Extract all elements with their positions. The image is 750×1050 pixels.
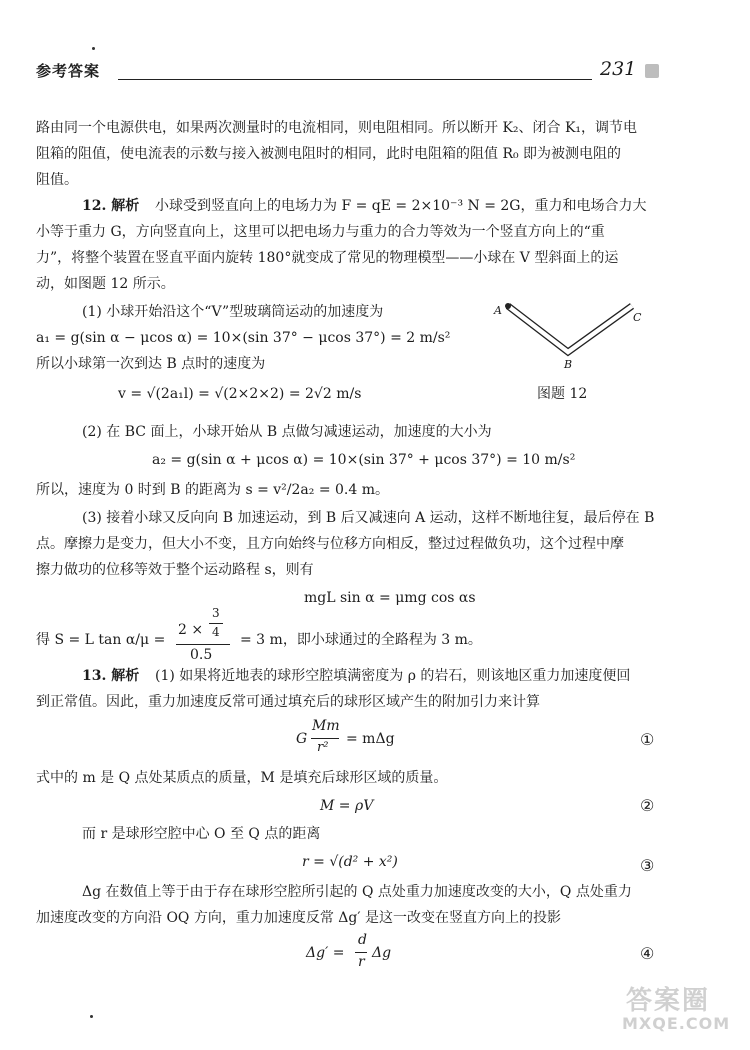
fraction-bar	[176, 644, 230, 645]
equation-mass: M = ρV	[320, 798, 374, 814]
page-speck	[92, 47, 95, 50]
text-line: 力”，将整个装置在竖直平面内旋转 180°就变成了常见的物理模型——小球在 V 型斜面上的运	[36, 250, 619, 266]
text-line: 阻箱的阻值，使电流表的示数与接入被测电阻时的相同，此时电阻箱的阻值 R₀ 即为被测电阻的	[36, 146, 622, 162]
text-line: (3) 接着小球又反向向 B 加速运动，到 B 后又减速向 A 运动，这样不断地往复，最后停在 B	[82, 510, 655, 526]
text-line: 加速度改变的方向沿 OQ 方向，重力加速度反常 Δg′ 是这一改变在竖直方向上的投影	[36, 910, 562, 926]
text-line: (2) 在 BC 面上，小球开始从 B 点做匀减速运动，加速度的大小为	[82, 424, 492, 440]
eq-denominator: r²	[317, 740, 329, 755]
fraction-denominator: 0.5	[190, 647, 213, 663]
text-line: 式中的 m 是 Q 点处某质点的质量，M 是填充后球形区域的质量。	[36, 770, 448, 786]
fraction-s	[176, 606, 236, 663]
equation-tag-4: ④	[640, 944, 655, 963]
eq-bar	[311, 738, 339, 739]
equation-a1: a₁ = g(sin α − μcos α) = 10×(sin 37° − μcos 37°) = 2 m/s²	[36, 330, 451, 346]
equation-a2: a₂ = g(sin α + μcos α) = 10×(sin 37° + μcos 37°) = 10 m/s²	[152, 452, 576, 468]
equation-friction: mgL sin α = μmg cos αs	[304, 590, 476, 606]
question-13-label: 13. 解析	[82, 668, 140, 684]
equation-tag-1: ①	[640, 730, 655, 749]
text-line: 所以小球第一次到达 B 点时的速度为	[36, 356, 266, 372]
page-corner-mark	[645, 64, 659, 78]
watermark-url: MXQE.COM	[622, 1014, 731, 1033]
text-line: 到正常值。因此，重力加速度反常可通过填充后的球形区域产生的附加引力来计算	[36, 694, 540, 710]
text-line: 动，如图题 12 所示。	[36, 276, 175, 292]
text-line: = 3 m，即小球通过的全路程为 3 m。	[240, 632, 482, 648]
eq-right: = mΔg	[346, 731, 395, 747]
figure-label-a: A	[494, 304, 502, 317]
eq-g: G	[296, 731, 308, 747]
question-12-label: 12. 解析	[82, 198, 140, 214]
eq8-bar	[355, 952, 367, 953]
text-line: 所以，速度为 0 时到 B 的距离为 s = v²/2a₂ = 0.4 m。	[36, 482, 389, 498]
equation-gravity	[296, 718, 436, 762]
figure-label-b: B	[564, 358, 573, 371]
text-line: 点。摩擦力是变力，但大小不变，且方向始终与位移方向相反，整过过程做负功，这个过程中摩	[36, 536, 624, 552]
text-line: 而 r 是球形空腔中心 O 至 Q 点的距离	[82, 826, 321, 842]
text-line: 小等于重力 G，方向竖直向上，这里可以把电场力与重力的合力等效为一个竖直方向上的“重	[36, 224, 605, 240]
equation-tag-3: ③	[640, 856, 655, 875]
equation-v: v = √(2a₁l) = √(2×2×2) = 2√2 m/s	[118, 386, 362, 402]
fraction-inner-numerator: 3	[212, 606, 220, 620]
figure-caption: 图题 12	[537, 386, 588, 402]
text-line: Δg 在数值上等于由于存在球形空腔所引起的 Q 点处重力加速度改变的大小，Q 点处重力	[82, 884, 632, 900]
text-line: (1) 如果将近地表的球形空腔填满密度为 ρ 的岩石，则该地区重力加速度便回	[155, 668, 631, 684]
equation-projection	[306, 932, 426, 976]
watermark-text: 答案圈	[626, 986, 711, 1016]
eq-numerator: Mm	[312, 718, 340, 734]
fraction-numerator: 2 ×	[178, 622, 204, 638]
text-line: (1) 小球开始沿这个“V”型玻璃筒运动的加速度为	[82, 304, 384, 320]
equation-distance: r = √(d² + x²)	[302, 854, 398, 870]
header-section-title: 参考答案	[36, 62, 101, 80]
watermark-logo	[620, 980, 745, 1040]
text-line: 得 S = L tan α/μ =	[36, 632, 166, 648]
equation-tag-2: ②	[640, 796, 655, 815]
text-line: 阻值。	[36, 172, 78, 188]
fraction-inner-denominator: 4	[212, 625, 220, 639]
text-line: 擦力做功的位移等效于整个运动路程 s，则有	[36, 562, 314, 578]
figure-label-c: C	[633, 311, 642, 324]
page-number: 231	[600, 58, 637, 80]
text-line: 小球受到竖直向上的电场力为 F = qE = 2×10⁻³ N = 2G，重力和电场合力大	[155, 198, 647, 214]
fraction-inner-bar	[209, 623, 223, 624]
ball-icon	[505, 303, 511, 309]
eq8-right: Δg	[372, 945, 392, 961]
text-line: 路由同一个电源供电，如果两次测量时的电流相同，则电阻相同。所以断开 K₂、闭合 K₁，调节电	[36, 120, 638, 136]
eq8-denominator: r	[358, 954, 365, 970]
header-rule	[118, 79, 592, 80]
page-speck	[90, 1015, 93, 1018]
eq8-numerator: d	[358, 932, 367, 948]
eq8-left: Δg′ =	[306, 945, 345, 961]
